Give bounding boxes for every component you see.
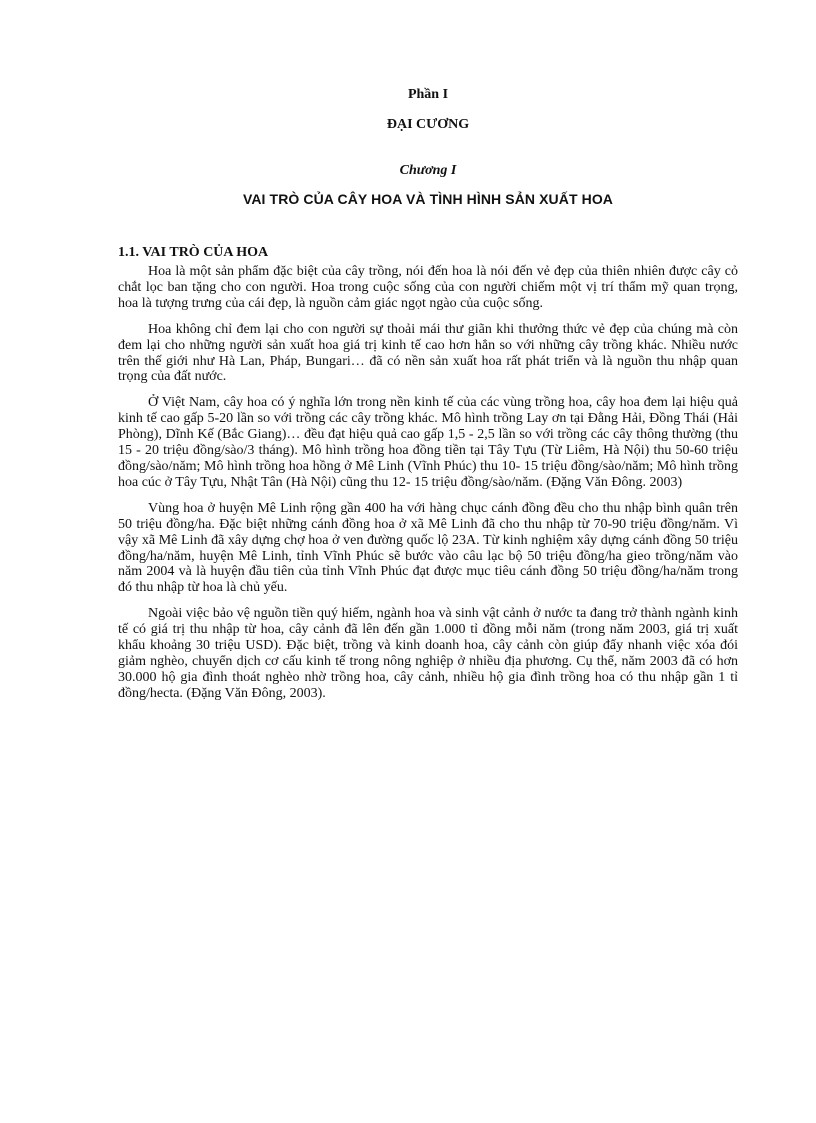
chapter-label: Chương I [399, 163, 457, 178]
chapter-title: VAI TRÒ CỦA CÂY HOA VÀ TÌNH HÌNH SẢN XUẤT HOA [242, 191, 614, 207]
paragraph-1: Hoa là một sản phẩm đặc biệt của cây trồng, nói đến hoa là nói đến vẻ đẹp của thiên nhiên được cây cỏ chắt lọc ban tặng cho con người. Hoa trong cuộc sống của con người chiếm một vị trí thẩm mỹ quan trọng, hoa là tượng trưng của cái đẹp, là nguồn cảm giác ngọt ngào của cuộc sống. [118, 264, 738, 311]
paragraph-5: Ngoài việc bảo vệ nguồn tiền quý hiếm, ngành hoa và sinh vật cảnh ở nước ta đang trở thành ngành kinh tế có giá trị thu nhập từ hoa, cây cảnh đã lên đến gần 1.000 tỉ đồng mỗi năm (trong năm 2003, giá trị xuất khẩu khoảng 30 triệu USD). Đặc biệt, trồng và kinh doanh hoa, cây cảnh còn giúp đẩy nhanh việc xóa đói giảm nghèo, chuyển dịch cơ cấu kinh tế trong nông nghiệp ở nhiều địa phương. Cụ thể, năm 2003 đã có hơn 30.000 hộ gia đình thoát nghèo nhờ trồng hoa, cây cảnh, nhiều hộ gia đình trồng hoa có thu nhập gần 1 tỉ đồng/hecta. (Đặng Văn Đông, 2003). [118, 606, 738, 701]
document-page [118, 86, 738, 712]
paragraph-3: Ở Việt Nam, cây hoa có ý nghĩa lớn trong nền kinh tế của các vùng trồng hoa, cây hoa đem lại hiệu quả kinh tế cao gấp 5-20 lần so với trồng các cây trồng khác. Mô hình trồng Lay ơn tại Đằng Hải, Đồng Thái (Hải Phòng), Dĩnh Kế (Bắc Giang)… đều đạt hiệu quả cao gấp 1,5 - 2,5 lần so với trồng các cây thông thường (thu 15 - 20 triệu đồng/sào/3 tháng). Mô hình trồng hoa đồng tiền tại Tây Tựu (Từ Liêm, Hà Nội) thu 50-60 triệu đồng/sào/năm; Mô hình trồng hoa hồng ở Mê Linh (Vĩnh Phúc) thu 10- 15 triệu đồng/sào/năm; Mô hình trồng hoa cúc ở Tây Tựu, Nhật Tân (Hà Nội) cũng thu 12- 15 triệu đồng/sào/năm. (Đặng Văn Đông. 2003) [118, 395, 738, 490]
paragraph-4: Vùng hoa ở huyện Mê Linh rộng gần 400 ha với hàng chục cánh đồng đều cho thu nhập bình quân trên 50 triệu đồng/ha. Đặc biệt những cánh đồng hoa ở xã Mê Linh đã cho thu nhập từ 70-90 triệu đồng/năm. Vì vậy xã Mê Linh đã xây dựng chợ hoa ở ven đường quốc lộ 23A. Từ kinh nghiệm xây dựng cánh đồng 50 triệu đồng/ha/năm, huyện Mê Linh, tỉnh Vĩnh Phúc sẽ bước vào câu lạc bộ 50 triệu đồng/ha gieo trồng/năm vào năm 2004 và là huyện đầu tiên của tỉnh Vĩnh Phúc đạt được mục tiêu cánh đồng 50 triệu đồng/ha/năm trong đó thu nhập từ hoa là chủ yếu. [118, 500, 738, 596]
part-label: Phần I [407, 87, 449, 102]
paragraph-2: Hoa không chỉ đem lại cho con người sự thoải mái thư giãn khi thưởng thức vẻ đẹp của chúng mà còn đem lại cho những người sản xuất hoa giá trị kinh tế cao hơn hẳn so với những cây trồng khác. Nhiều nước trên thế giới như Hà Lan, Pháp, Bungari… đã có nền sản xuất hoa rất phát triển và là nguồn thu nhập quan trọng của đất nước. [118, 321, 738, 385]
section-title: 1.1. VAI TRÒ CỦA HOA [118, 245, 269, 260]
part-title: ĐẠI CƯƠNG [386, 117, 470, 132]
